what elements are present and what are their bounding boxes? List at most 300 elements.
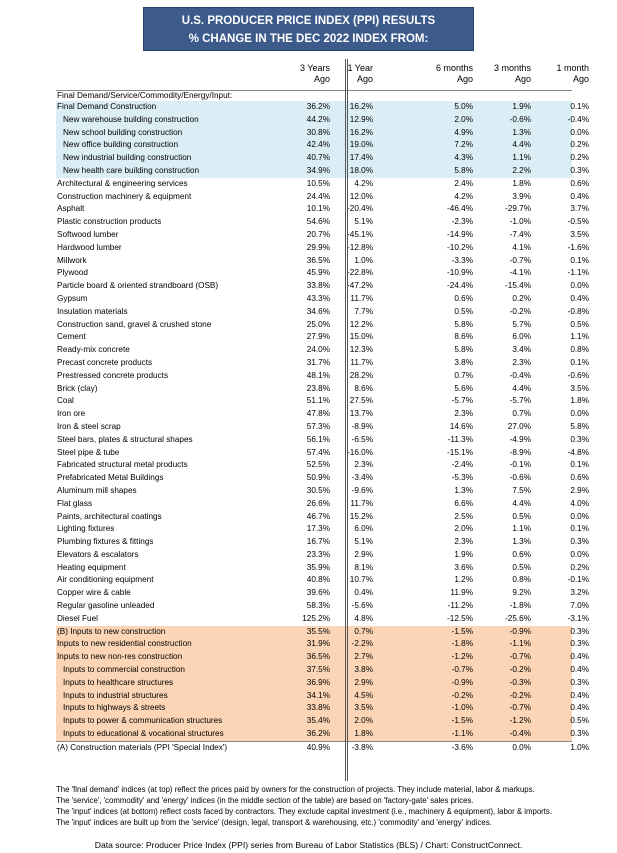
row-value-6-months: -3.6% (451, 742, 473, 752)
table-row (56, 152, 589, 165)
table-row (56, 255, 589, 268)
row-value-3-months: 4.1% (512, 242, 531, 252)
column-divider (345, 59, 348, 781)
row-value-3-months: -15.4% (505, 281, 531, 291)
table-row (56, 536, 589, 549)
row-value-1-year: 15.2% (349, 511, 373, 521)
col-header-6-months (429, 63, 473, 85)
row-value-3-months: -0.2% (509, 665, 531, 675)
table-row (56, 267, 589, 280)
table-row (56, 485, 589, 498)
row-value-3-months: -4.9% (509, 434, 531, 444)
col-header-1-month-line1: 1 month (556, 63, 589, 73)
row-value-1-month: 0.3% (570, 165, 589, 175)
row-value-1-year: 11.7% (350, 293, 373, 303)
row-value-3-months: 7.5% (512, 485, 531, 495)
row-value-1-month: 0.3% (570, 626, 589, 636)
row-value-6-months: 11.9% (450, 588, 473, 598)
footnote: The 'service', 'commodity' and 'energy' indices (in the middle section of the table) are based on 'factory-gate' sales prices. (56, 796, 474, 805)
table-row (56, 306, 589, 319)
row-value-1-month: 0.5% (570, 319, 589, 329)
row-label: Steel pipe & tube (57, 447, 120, 457)
row-value-1-year: 13.7% (349, 409, 373, 419)
row-value-3-months: 3.4% (512, 345, 531, 355)
row-value-3-months: -0.6% (509, 473, 531, 483)
table-row (56, 293, 589, 306)
row-value-3-years: 34.1% (306, 690, 330, 700)
row-value-1-year: -16.0% (347, 447, 373, 457)
row-value-3-years: 24.4% (306, 191, 330, 201)
row-value-3-years: 43.3% (306, 293, 330, 303)
row-value-3-years: 45.9% (306, 268, 330, 278)
row-value-3-months: -25.6% (505, 613, 531, 623)
row-value-6-months: -10.9% (447, 268, 473, 278)
table-row (56, 229, 589, 242)
row-value-3-months: 0.2% (512, 293, 531, 303)
row-value-6-months: -1.8% (451, 639, 473, 649)
row-label: Inputs to new non-res construction (57, 652, 183, 662)
col-header-3-months-line2: Ago (514, 74, 531, 84)
row-value-6-months: -1.2% (451, 652, 473, 662)
row-label: Flat glass (57, 498, 93, 508)
row-value-1-year: 6.0% (354, 524, 373, 534)
row-value-3-months: -0.2% (509, 306, 531, 316)
row-label: Iron & steel scrap (57, 421, 121, 431)
row-value-3-years: 35.4% (306, 716, 330, 726)
table-row (56, 242, 589, 255)
title-line-2: % CHANGE IN THE DEC 2022 INDEX FROM: (188, 33, 429, 45)
row-value-1-month: 0.1% (570, 460, 589, 470)
row-label: Inputs to highways & streets (63, 703, 166, 713)
row-label: Gypsum (57, 293, 88, 303)
row-value-3-months: -4.1% (509, 268, 531, 278)
row-label: New health care building construction (63, 165, 200, 175)
row-label: Inputs to educational & vocational structures (63, 729, 224, 739)
row-value-3-years: 30.5% (306, 485, 330, 495)
row-value-3-months: 6.0% (512, 332, 531, 342)
row-value-1-month: -1.1% (567, 268, 589, 278)
row-value-3-years: 47.8% (306, 409, 330, 419)
row-label: Inputs to healthcare structures (63, 677, 174, 687)
table-row (56, 549, 589, 562)
row-value-6-months: -24.4% (447, 281, 473, 291)
col-header-1-year (329, 63, 373, 85)
row-value-6-months: 0.7% (454, 370, 473, 380)
row-value-3-years: 52.5% (306, 460, 330, 470)
row-value-3-years: 125.2% (302, 613, 330, 623)
row-value-1-month: 0.3% (570, 639, 589, 649)
row-value-3-years: 29.9% (306, 242, 330, 252)
row-value-1-month: 0.4% (570, 652, 589, 662)
table-row (56, 715, 589, 728)
row-value-3-months: 1.3% (512, 537, 531, 547)
row-value-3-years: 40.7% (306, 153, 330, 163)
row-value-3-years: 37.5% (306, 665, 330, 675)
row-value-3-years: 10.1% (306, 204, 330, 214)
row-label: Architectural & engineering services (57, 178, 188, 188)
row-value-6-months: 2.0% (454, 524, 473, 534)
row-value-6-months: -1.5% (451, 626, 473, 636)
row-value-1-month: 0.3% (570, 729, 589, 739)
row-value-6-months: 2.0% (454, 114, 473, 124)
row-value-3-years: 36.5% (306, 255, 330, 265)
row-value-3-months: 0.0% (512, 742, 531, 752)
row-value-6-months: 2.4% (454, 178, 473, 188)
row-value-1-year: 11.7% (350, 498, 373, 508)
row-value-1-year: 12.2% (349, 319, 373, 329)
row-label: Aluminum mill shapes (57, 485, 137, 495)
table-row (56, 728, 589, 741)
row-value-1-month: 0.0% (570, 409, 589, 419)
row-value-1-month: 0.0% (570, 549, 589, 559)
row-label: Plywood (57, 268, 88, 278)
ppi-table (56, 91, 589, 754)
row-value-6-months: -0.2% (451, 690, 473, 700)
row-value-3-years: 17.3% (306, 524, 330, 534)
row-value-3-years: 24.0% (306, 345, 330, 355)
row-value-3-years: 20.7% (306, 229, 330, 239)
table-row (56, 395, 589, 408)
row-value-1-month: -3.1% (567, 613, 589, 623)
row-value-3-months: 1.1% (512, 153, 531, 163)
row-value-6-months: 4.3% (454, 153, 473, 163)
row-label: Ready-mix concrete (57, 345, 130, 355)
row-value-3-months: 4.4% (512, 498, 531, 508)
table-row (56, 600, 589, 613)
row-value-1-month: -4.8% (567, 447, 589, 457)
row-value-1-year: 12.3% (349, 345, 373, 355)
row-value-3-years: 56.1% (306, 434, 330, 444)
table-row (56, 434, 589, 447)
row-label: Softwood lumber (57, 229, 119, 239)
table-row (56, 574, 589, 587)
section-label: Final Demand/Service/Commodity/Energy/Input: (57, 91, 233, 100)
row-value-3-months: -1.1% (509, 639, 531, 649)
row-value-1-year: 5.1% (354, 537, 373, 547)
row-value-3-years: 10.5% (306, 178, 330, 188)
row-value-1-month: 0.6% (570, 473, 589, 483)
row-value-1-year: 8.6% (354, 383, 373, 393)
row-value-1-year: 1.0% (354, 255, 373, 265)
row-label: Copper wire & cable (57, 588, 131, 598)
row-value-6-months: 0.6% (454, 293, 473, 303)
row-value-1-month: 0.2% (570, 562, 589, 572)
row-value-6-months: 5.0% (454, 102, 473, 111)
row-value-6-months: 3.8% (454, 357, 473, 367)
row-label: Steel bars, plates & structural shapes (57, 434, 193, 444)
row-value-6-months: -11.2% (447, 601, 473, 611)
row-value-1-year: 28.2% (349, 370, 373, 380)
row-value-1-month: 0.4% (570, 690, 589, 700)
report-title (143, 7, 474, 51)
row-label: Fabricated structural metal products (57, 460, 188, 470)
row-value-3-months: -0.3% (509, 677, 531, 687)
row-value-3-years: 46.7% (306, 511, 330, 521)
row-value-1-year: 1.8% (354, 729, 373, 739)
row-value-1-year: 4.8% (354, 613, 373, 623)
row-label: Prefabricated Metal Buildings (57, 473, 164, 483)
row-value-1-month: -0.4% (567, 114, 589, 124)
row-value-6-months: 4.2% (454, 191, 473, 201)
row-value-6-months: 8.6% (454, 332, 473, 342)
row-value-1-year: 5.1% (354, 217, 373, 227)
col-header-1-month (545, 63, 589, 85)
table-row (56, 344, 589, 357)
row-value-1-year: 17.4% (349, 153, 373, 163)
row-value-1-month: 7.0% (570, 601, 589, 611)
row-label: Brick (clay) (57, 383, 98, 393)
row-label: Paints, architectural coatings (57, 511, 162, 521)
row-value-1-month: 0.1% (570, 524, 589, 534)
row-value-6-months: 4.9% (454, 127, 473, 137)
table-row (56, 139, 589, 152)
row-value-3-months: -8.9% (509, 447, 531, 457)
row-value-6-months: -10.2% (447, 242, 473, 252)
table-row (56, 690, 589, 703)
table-row (56, 127, 589, 140)
row-value-6-months: -0.7% (451, 665, 473, 675)
row-value-1-month: 1.1% (570, 332, 589, 342)
row-value-3-years: 39.6% (306, 588, 330, 598)
row-value-3-years: 50.9% (306, 473, 330, 483)
row-value-3-months: 1.3% (512, 127, 531, 137)
row-label: Heating equipment (57, 562, 126, 572)
row-value-1-month: 0.6% (570, 178, 589, 188)
row-value-6-months: -14.9% (447, 229, 473, 239)
row-value-3-months: 4.4% (512, 140, 531, 150)
row-value-3-years: 36.2% (306, 102, 330, 111)
col-header-6-months-line1: 6 months (435, 63, 473, 73)
table-row (56, 638, 589, 651)
row-value-1-year: -22.8% (347, 268, 373, 278)
row-value-3-months: 5.7% (512, 319, 531, 329)
row-value-1-year: 10.7% (349, 575, 373, 585)
row-value-3-years: 33.8% (306, 703, 330, 713)
row-label: Inputs to commercial construction (63, 665, 185, 675)
row-value-6-months: -1.5% (451, 716, 473, 726)
col-header-3-years (286, 63, 330, 85)
row-value-1-year: 3.8% (354, 665, 373, 675)
row-value-1-month: 0.4% (570, 665, 589, 675)
row-value-3-years: 35.9% (306, 562, 330, 572)
row-value-3-years: 31.9% (306, 639, 330, 649)
row-value-1-month: -0.5% (567, 217, 589, 227)
row-value-3-years: 40.8% (306, 575, 330, 585)
table-row (56, 357, 589, 370)
table-row (56, 741, 589, 754)
row-label: Inputs to industrial structures (63, 690, 168, 700)
row-value-3-years: 34.6% (306, 306, 330, 316)
row-value-1-year: 4.2% (354, 178, 373, 188)
col-header-3-years-line1: 3 Years (299, 63, 330, 73)
table-row (56, 101, 589, 114)
table-row (56, 216, 589, 229)
row-value-6-months: 2.3% (454, 409, 473, 419)
col-header-1-year-line2: Ago (356, 74, 373, 84)
row-value-3-months: 0.5% (512, 562, 531, 572)
row-value-1-year: -20.4% (347, 204, 373, 214)
row-value-6-months: -5.7% (451, 396, 473, 406)
row-label: Construction machinery & equipment (57, 191, 192, 201)
table-row (56, 677, 589, 690)
row-value-3-years: 57.3% (306, 421, 330, 431)
row-label: Plumbing fixtures & fittings (57, 537, 154, 547)
row-value-1-year: 4.5% (354, 690, 373, 700)
table-row (56, 626, 589, 639)
row-value-1-year: -47.2% (347, 281, 373, 291)
row-value-3-months: 1.1% (512, 524, 531, 534)
row-value-1-year: 11.7% (350, 357, 373, 367)
table-row (56, 383, 589, 396)
col-header-3-months-line1: 3 months (493, 63, 531, 73)
row-label: Insulation materials (57, 306, 128, 316)
row-value-3-months: -0.4% (509, 729, 531, 739)
row-value-3-years: 40.9% (306, 742, 330, 752)
row-value-1-year: 0.4% (354, 588, 373, 598)
row-value-3-months: -0.4% (509, 370, 531, 380)
row-label: Iron ore (57, 409, 86, 419)
row-value-3-months: -1.0% (509, 217, 531, 227)
col-header-3-years-line2: Ago (313, 74, 330, 84)
row-value-1-month: 0.2% (570, 140, 589, 150)
table-row (56, 472, 589, 485)
table-row (56, 511, 589, 524)
row-value-3-years: 42.4% (306, 140, 330, 150)
row-value-1-year: 27.5% (349, 396, 373, 406)
footnote: The 'input' indices (at bottom) reflect costs faced by contractors. They exclude capital investment (i.e., machinery & equipment), labor & imports. (56, 807, 552, 816)
footnote: The 'final demand' indices (at top) reflect the prices paid by owners for the construction of projects. They include material, labor & markups. (56, 785, 535, 794)
row-value-1-month: -0.6% (567, 370, 589, 380)
row-value-3-months: -0.6% (509, 114, 531, 124)
row-value-1-year: 2.9% (354, 677, 373, 687)
row-value-1-year: -9.6% (351, 485, 373, 495)
row-value-1-month: 0.3% (570, 434, 589, 444)
table-row (56, 114, 589, 127)
row-label: New industrial building construction (63, 153, 192, 163)
row-label: Coal (57, 396, 74, 406)
data-source: Data source: Producer Price Index (PPI) series from Bureau of Labor Statistics (BLS) / Chart: ConstructConnect. (94, 840, 523, 850)
row-value-1-month: 3.5% (570, 383, 589, 393)
row-value-6-months: 5.6% (454, 383, 473, 393)
row-value-1-year: 2.3% (354, 460, 373, 470)
row-value-1-month: 0.2% (570, 153, 589, 163)
row-label: Lighting fixtures (57, 524, 115, 534)
row-label: Final Demand Construction (57, 102, 157, 111)
row-value-3-months: -0.7% (509, 652, 531, 662)
row-value-3-years: 54.6% (306, 217, 330, 227)
row-value-1-year: 8.1% (354, 562, 373, 572)
row-value-3-months: -1.8% (509, 601, 531, 611)
row-value-1-month: 0.3% (570, 677, 589, 687)
row-value-6-months: -2.3% (451, 217, 473, 227)
row-value-3-years: 44.2% (306, 114, 330, 124)
col-header-1-year-line1: 1 Year (347, 63, 373, 73)
row-value-1-month: 0.4% (570, 293, 589, 303)
row-value-1-month: 0.4% (570, 703, 589, 713)
table-row (56, 370, 589, 383)
row-value-3-months: 9.2% (512, 588, 531, 598)
row-value-1-year: 2.7% (354, 652, 373, 662)
row-value-1-year: 2.9% (354, 549, 373, 559)
row-value-1-month: 0.1% (570, 102, 589, 111)
row-value-1-year: -8.9% (351, 421, 373, 431)
row-value-6-months: -3.3% (451, 255, 473, 265)
row-value-3-years: 25.0% (306, 319, 330, 329)
row-value-1-month: 0.0% (570, 511, 589, 521)
row-value-1-month: -0.8% (567, 306, 589, 316)
row-label: Asphalt (57, 204, 85, 214)
row-label: Particle board & oriented strandboard (OSB) (57, 281, 219, 291)
row-value-1-year: 2.0% (354, 716, 373, 726)
row-value-6-months: 5.8% (454, 345, 473, 355)
row-label: New warehouse building construction (63, 114, 199, 124)
footnote: The 'input' indices are built up from the 'service' (design, legal, transport & warehousing, etc.) 'commodity' and 'energy' indices. (56, 818, 492, 827)
row-value-6-months: 0.5% (454, 306, 473, 316)
row-label: Inputs to power & communication structures (63, 716, 223, 726)
row-value-3-years: 30.8% (306, 127, 330, 137)
row-value-1-year: 12.9% (349, 114, 373, 124)
table-row (56, 191, 589, 204)
row-value-1-month: 3.2% (570, 588, 589, 598)
row-value-1-year: 15.0% (349, 332, 373, 342)
row-value-1-year: 19.0% (349, 140, 373, 150)
col-header-1-month-line2: Ago (572, 74, 589, 84)
row-value-1-month: 1.0% (570, 742, 589, 752)
row-value-6-months: 1.3% (454, 485, 473, 495)
row-value-3-months: -1.2% (509, 716, 531, 726)
row-value-1-month: 0.1% (570, 357, 589, 367)
table-row (56, 664, 589, 677)
row-value-6-months: 2.5% (454, 511, 473, 521)
table-row (56, 447, 589, 460)
table-row (56, 178, 589, 191)
row-value-6-months: -46.4% (447, 204, 473, 214)
row-value-1-year: -2.2% (351, 639, 373, 649)
row-value-3-months: 0.8% (512, 575, 531, 585)
row-value-6-months: 3.6% (454, 562, 473, 572)
row-value-1-month: 1.8% (570, 396, 589, 406)
row-label: Elevators & escalators (57, 549, 139, 559)
table-row (56, 421, 589, 434)
col-header-3-months (487, 63, 531, 85)
row-value-3-years: 23.8% (306, 383, 330, 393)
row-value-3-years: 57.4% (306, 447, 330, 457)
row-value-3-years: 48.1% (306, 370, 330, 380)
row-value-3-months: 1.9% (512, 102, 531, 111)
row-value-3-years: 26.6% (306, 498, 330, 508)
col-header-6-months-line2: Ago (456, 74, 473, 84)
row-label: New office building construction (63, 140, 178, 150)
row-value-3-years: 36.5% (306, 652, 330, 662)
row-value-3-years: 33.8% (306, 281, 330, 291)
row-value-3-months: 0.5% (512, 511, 531, 521)
row-value-3-months: 2.3% (512, 357, 531, 367)
row-value-3-months: -0.1% (509, 460, 531, 470)
row-value-1-year: -5.6% (351, 601, 373, 611)
row-value-3-years: 35.5% (306, 626, 330, 636)
row-value-6-months: -0.9% (451, 677, 473, 687)
row-value-3-months: 2.2% (512, 165, 531, 175)
table-row (56, 319, 589, 332)
row-value-6-months: 1.9% (454, 549, 473, 559)
row-value-6-months: -1.0% (451, 703, 473, 713)
row-label: Plastic construction products (57, 217, 162, 227)
row-label: New school building construction (63, 127, 183, 137)
row-value-6-months: -12.5% (447, 613, 473, 623)
row-value-1-month: 3.7% (570, 204, 589, 214)
row-value-1-year: -3.4% (351, 473, 373, 483)
row-value-1-month: -0.1% (567, 575, 589, 585)
